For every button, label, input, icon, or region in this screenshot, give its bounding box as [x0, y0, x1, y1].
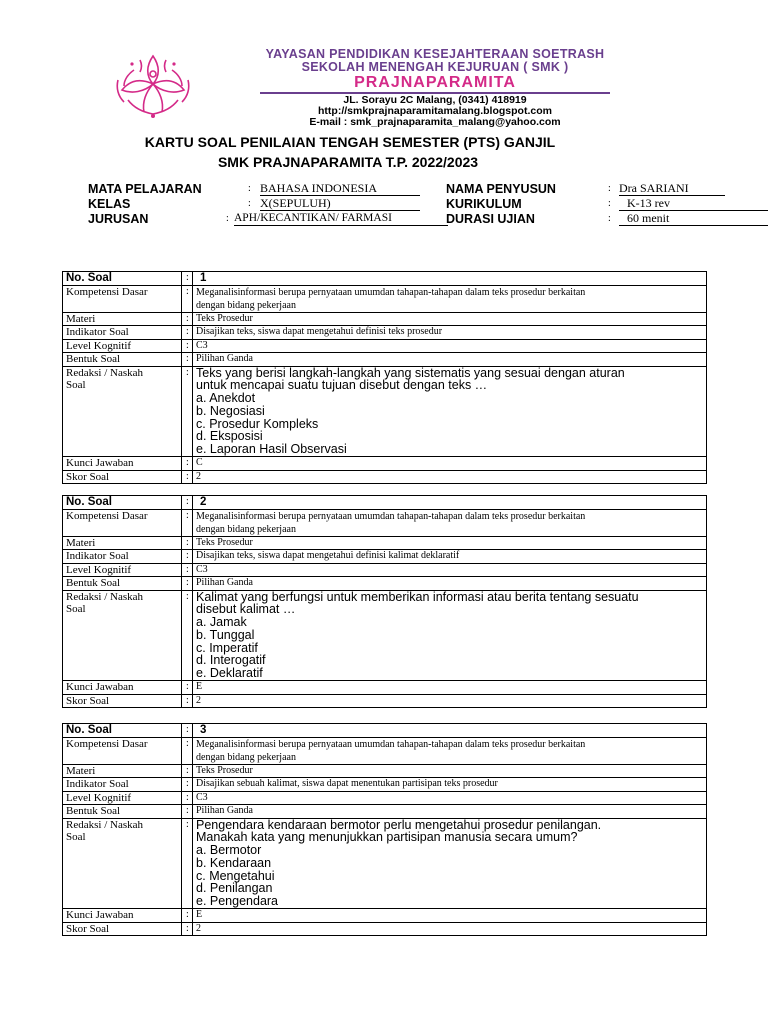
colon: :	[182, 694, 193, 708]
level-kognitif-label: Level Kognitif	[63, 339, 182, 353]
materi-label: Materi	[63, 536, 182, 550]
skor-soal-label: Skor Soal	[63, 922, 182, 936]
redaksi-label-line: Redaksi / Naskah	[66, 366, 143, 379]
colon: :	[182, 326, 193, 340]
no-soal-value: 1	[193, 272, 707, 286]
materi-value: Teks Prosedur	[193, 312, 707, 326]
soal-card	[62, 723, 707, 936]
level-kognitif-value: C3	[193, 339, 707, 353]
answer-option: d. Penilangan	[196, 881, 273, 896]
bentuk-soal-label: Bentuk Soal	[63, 353, 182, 367]
foundation-name: YAYASAN PENDIDIKAN KESEJAHTERAAN SOETRASH	[265, 47, 605, 61]
table-row	[63, 496, 707, 510]
table-row	[63, 818, 707, 909]
table-row	[63, 509, 707, 536]
indikator-value: Disajikan teks, siswa dapat mengetahui definisi teks prosedur	[193, 326, 707, 340]
answer-option: b. Tunggal	[196, 627, 255, 642]
nama-penyusun-value: Dra SARIANI	[619, 182, 725, 196]
question-line: disebut kalimat …	[196, 602, 296, 617]
school-website: http://smkprajnaparamitamalang.blogspot.com	[318, 105, 552, 117]
info-row	[88, 197, 768, 211]
colon: :	[182, 285, 193, 312]
table-row	[63, 285, 707, 312]
table-row	[63, 590, 707, 681]
skor-soal-value: 2	[193, 694, 707, 708]
no-soal-value: 3	[193, 724, 707, 738]
kurikulum-label: KURIKULUM	[446, 197, 522, 211]
indikator-label: Indikator Soal	[63, 778, 182, 792]
table-row	[63, 326, 707, 340]
level-kognitif-value: C3	[193, 563, 707, 577]
table-row	[63, 563, 707, 577]
table-row	[63, 681, 707, 695]
redaksi-label-line: Soal	[66, 831, 86, 843]
kompetensi-dasar-line: Meganalisinformasi berupa pernyataan umumdan tahapan-tahapan dalam teks prosedur berkaitan	[196, 510, 586, 522]
bentuk-soal-value: Pilihan Ganda	[193, 577, 707, 591]
skor-soal-value: 2	[193, 922, 707, 936]
indikator-value: Disajikan sebuah kalimat, siswa dapat menentukan partisipan teks prosedur	[193, 778, 707, 792]
colon: :	[182, 353, 193, 367]
kelas-value: X(SEPULUH)	[260, 197, 420, 211]
table-row	[63, 778, 707, 792]
no-soal-label: No. Soal	[63, 272, 182, 286]
table-row	[63, 791, 707, 805]
colon: :	[182, 764, 193, 778]
redaksi-label-line: Redaksi / Naskah	[66, 590, 143, 603]
question-line: Pengendara kendaraan bermotor perlu mengetahui prosedur penilangan.	[196, 817, 602, 832]
exam-info	[88, 182, 768, 230]
table-row	[63, 577, 707, 591]
school-header-text	[200, 48, 670, 128]
materi-value: Teks Prosedur	[193, 536, 707, 550]
answer-option: b. Kendaraan	[196, 855, 272, 870]
kompetensi-dasar-line: dengan bidang pekerjaan	[196, 751, 296, 763]
answer-option: d. Interogatif	[196, 653, 266, 668]
question-text	[193, 590, 707, 681]
bentuk-soal-label: Bentuk Soal	[63, 577, 182, 591]
school-address: JL. Sorayu 2C Malang, (0341) 418919	[343, 94, 527, 106]
colon: :	[182, 563, 193, 577]
kompetensi-dasar-value	[193, 509, 707, 536]
kunci-jawaban-value: E	[193, 909, 707, 923]
document-title: KARTU SOAL PENILAIAN TENGAH SEMESTER (PTS) GANJIL	[144, 134, 556, 150]
lotus-ornament-icon	[112, 50, 194, 120]
materi-label: Materi	[63, 312, 182, 326]
table-row	[63, 922, 707, 936]
colon: :	[248, 183, 251, 194]
durasi-label: DURASI UJIAN	[446, 212, 535, 226]
colon: :	[182, 737, 193, 764]
table-row	[63, 909, 707, 923]
table-row	[63, 805, 707, 819]
kompetensi-dasar-label: Kompetensi Dasar	[63, 509, 182, 536]
document-subtitle: SMK PRAJNAPARAMITA T.P. 2022/2023	[217, 154, 479, 170]
colon: :	[182, 536, 193, 550]
kurikulum-value: K-13 rev	[619, 197, 768, 211]
colon: :	[182, 590, 193, 681]
letterhead	[112, 47, 672, 128]
redaksi-label	[63, 366, 182, 457]
colon: :	[608, 198, 611, 209]
kunci-jawaban-value: C	[193, 457, 707, 471]
answer-option: b. Negosiasi	[196, 403, 265, 418]
info-row	[88, 182, 768, 196]
indikator-label: Indikator Soal	[63, 326, 182, 340]
colon: :	[182, 550, 193, 564]
kelas-label: KELAS	[88, 197, 131, 211]
no-soal-label: No. Soal	[63, 496, 182, 510]
kunci-jawaban-label: Kunci Jawaban	[63, 457, 182, 471]
question-line: Teks yang berisi langkah-langkah yang sistematis yang sesuai dengan aturan	[196, 365, 625, 380]
jurusan-label: JURUSAN	[88, 212, 149, 226]
school-type: SEKOLAH MENENGAH KEJURUAN ( SMK )	[301, 60, 569, 74]
colon: :	[182, 818, 193, 909]
level-kognitif-label: Level Kognitif	[63, 563, 182, 577]
table-row	[63, 353, 707, 367]
redaksi-label-line: Soal	[66, 603, 86, 615]
colon: :	[182, 805, 193, 819]
answer-option: e. Pengendara	[196, 894, 279, 909]
colon: :	[182, 312, 193, 326]
table-row	[63, 550, 707, 564]
colon: :	[182, 496, 193, 510]
colon: :	[182, 778, 193, 792]
kompetensi-dasar-line: dengan bidang pekerjaan	[196, 299, 296, 311]
answer-option: c. Prosedur Kompleks	[196, 416, 319, 431]
table-row	[63, 272, 707, 286]
colon: :	[182, 339, 193, 353]
bentuk-soal-value: Pilihan Ganda	[193, 353, 707, 367]
answer-option: a. Anekdot	[196, 391, 256, 406]
mata-pelajaran-label: MATA PELAJARAN	[88, 182, 202, 196]
table-row	[63, 764, 707, 778]
question-text	[193, 366, 707, 457]
colon: :	[182, 457, 193, 471]
jurusan-value: APH/KECANTIKAN/ FARMASI	[234, 212, 448, 226]
table-row	[63, 366, 707, 457]
colon: :	[182, 509, 193, 536]
info-row	[88, 212, 768, 226]
redaksi-label	[63, 818, 182, 909]
kompetensi-dasar-line: Meganalisinformasi berupa pernyataan umumdan tahapan-tahapan dalam teks prosedur berkaitan	[196, 286, 586, 298]
kunci-jawaban-label: Kunci Jawaban	[63, 681, 182, 695]
no-soal-label: No. Soal	[63, 724, 182, 738]
table-row	[63, 737, 707, 764]
materi-value: Teks Prosedur	[193, 764, 707, 778]
kompetensi-dasar-value	[193, 737, 707, 764]
question-line: untuk mencapai suatu tujuan disebut dengan teks …	[196, 378, 488, 393]
bentuk-soal-value: Pilihan Ganda	[193, 805, 707, 819]
nama-penyusun-label: NAMA PENYUSUN	[446, 182, 556, 196]
soal-card	[62, 495, 707, 708]
question-line: Manakah kata yang menunjukkan partisipan manusia secara umum?	[196, 830, 578, 845]
answer-option: a. Jamak	[196, 615, 247, 630]
redaksi-label-line: Redaksi / Naskah	[66, 818, 143, 831]
colon: :	[182, 724, 193, 738]
question-text	[193, 818, 707, 909]
answer-option: d. Eksposisi	[196, 429, 263, 444]
redaksi-label-line: Soal	[66, 379, 86, 391]
colon: :	[182, 577, 193, 591]
answer-option: c. Mengetahui	[196, 868, 275, 883]
kompetensi-dasar-value	[193, 285, 707, 312]
answer-option: e. Laporan Hasil Observasi	[196, 442, 347, 457]
answer-option: c. Imperatif	[196, 640, 258, 655]
table-row	[63, 536, 707, 550]
table-row	[63, 312, 707, 326]
kompetensi-dasar-label: Kompetensi Dasar	[63, 285, 182, 312]
school-name: PRAJNAPARAMITA	[354, 74, 516, 91]
kompetensi-dasar-label: Kompetensi Dasar	[63, 737, 182, 764]
colon: :	[226, 213, 229, 224]
colon: :	[182, 909, 193, 923]
kunci-jawaban-label: Kunci Jawaban	[63, 909, 182, 923]
school-email: E-mail : smk_prajnaparamita_malang@yahoo.com	[309, 116, 561, 128]
kompetensi-dasar-line: dengan bidang pekerjaan	[196, 523, 296, 535]
colon: :	[182, 470, 193, 484]
answer-option: e. Deklaratif	[196, 666, 263, 681]
colon: :	[182, 922, 193, 936]
colon: :	[248, 198, 251, 209]
table-row	[63, 694, 707, 708]
colon: :	[182, 681, 193, 695]
question-line: Kalimat yang berfungsi untuk memberikan informasi atau berita tentang sesuatu	[196, 589, 639, 604]
colon: :	[182, 366, 193, 457]
colon: :	[182, 791, 193, 805]
durasi-value: 60 menit	[619, 212, 768, 226]
table-row	[63, 470, 707, 484]
materi-label: Materi	[63, 764, 182, 778]
table-row	[63, 724, 707, 738]
bentuk-soal-label: Bentuk Soal	[63, 805, 182, 819]
kunci-jawaban-value: E	[193, 681, 707, 695]
table-row	[63, 339, 707, 353]
colon: :	[608, 213, 611, 224]
indikator-value: Disajikan teks, siswa dapat mengetahui definisi kalimat deklaratif	[193, 550, 707, 564]
skor-soal-label: Skor Soal	[63, 470, 182, 484]
mata-pelajaran-value: BAHASA INDONESIA	[260, 182, 420, 196]
kompetensi-dasar-line: Meganalisinformasi berupa pernyataan umumdan tahapan-tahapan dalam teks prosedur berkaitan	[196, 738, 586, 750]
skor-soal-label: Skor Soal	[63, 694, 182, 708]
level-kognitif-label: Level Kognitif	[63, 791, 182, 805]
colon: :	[182, 272, 193, 286]
colon: :	[608, 183, 611, 194]
level-kognitif-value: C3	[193, 791, 707, 805]
redaksi-label	[63, 590, 182, 681]
answer-option: a. Bermotor	[196, 843, 262, 858]
indikator-label: Indikator Soal	[63, 550, 182, 564]
soal-card	[62, 271, 707, 484]
skor-soal-value: 2	[193, 470, 707, 484]
table-row	[63, 457, 707, 471]
no-soal-value: 2	[193, 496, 707, 510]
